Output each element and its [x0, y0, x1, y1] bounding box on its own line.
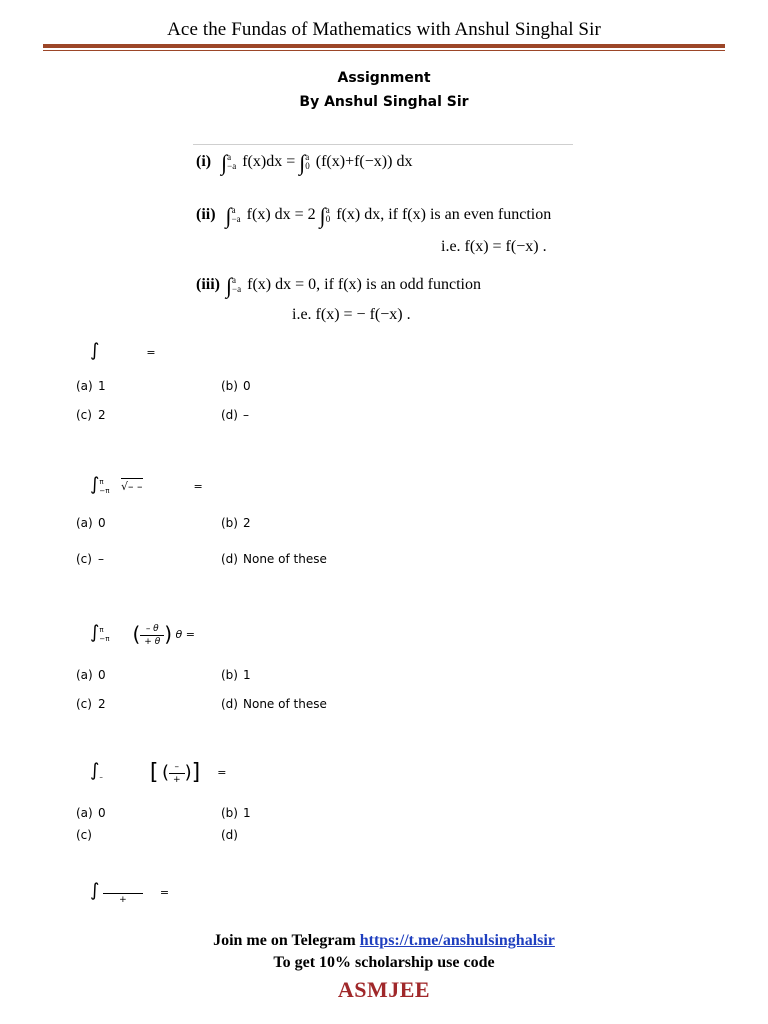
integral-limits: –	[99, 773, 103, 781]
property-eq: =	[286, 153, 296, 170]
option-d[interactable]: (d) None of these	[221, 697, 327, 711]
property-2	[196, 203, 551, 229]
integral-limits: a −a	[231, 205, 241, 224]
assignment-title: Assignment	[337, 70, 431, 86]
option-a[interactable]: (a) 1	[76, 379, 106, 393]
equals-sign: =	[193, 480, 203, 493]
option-c[interactable]: (c) 2	[76, 408, 106, 422]
option-c[interactable]: (c)	[76, 828, 92, 842]
question-3-expression	[90, 622, 195, 648]
left-paren: (	[161, 762, 170, 783]
option-c[interactable]: (c) 2	[76, 697, 106, 711]
telegram-link[interactable]: https://t.me/anshulsinghalsir	[359, 932, 555, 949]
property-lhs: f(x) dx = 0, if f(x) is an odd function	[247, 276, 481, 293]
right-paren: )	[184, 762, 192, 783]
integral-limits: a 0	[305, 152, 310, 171]
left-bracket: [	[149, 760, 159, 785]
property-label: (ii)	[196, 206, 216, 223]
integral-limits: a −a	[227, 152, 237, 171]
scholarship-text: To get 10% scholarship use code	[273, 954, 495, 971]
coupon-code: ASMJEE	[337, 977, 431, 1002]
integral-sign: ∫	[90, 880, 100, 901]
option-d[interactable]: (d)	[221, 828, 238, 842]
option-a[interactable]: (a) 0	[76, 806, 106, 820]
option-b[interactable]: (b) 2	[221, 516, 251, 530]
equals-sign: =	[146, 346, 156, 359]
option-b[interactable]: (b) 1	[221, 668, 251, 682]
right-paren: )	[164, 622, 173, 646]
integral-limits: π −π	[99, 626, 110, 643]
option-d[interactable]: (d) –	[221, 408, 249, 422]
property-label: (iii)	[196, 276, 220, 293]
integral-sign: ∫	[90, 760, 100, 781]
property-lhs: f(x)dx	[242, 153, 283, 170]
property-2-note: i.e. f(x) = f(−x) .	[441, 238, 547, 255]
header-rule	[43, 44, 725, 48]
property-1	[196, 150, 412, 176]
differential: θ =	[175, 628, 195, 641]
option-a[interactable]: (a) 0	[76, 516, 106, 530]
integral-sign: ∫	[226, 273, 233, 298]
fraction: – +	[169, 761, 185, 786]
property-label: (i)	[196, 153, 212, 170]
property-rhs: (f(x)+f(−x)) dx	[315, 153, 413, 170]
equals-sign: =	[159, 886, 170, 899]
left-paren: (	[132, 622, 141, 646]
assignment-author: By Anshul Singhal Sir	[299, 94, 469, 110]
property-lhs: f(x) dx = 2	[246, 206, 316, 223]
integral-sign: ∫	[299, 150, 306, 175]
question-4-expression	[90, 760, 226, 786]
option-b[interactable]: (b) 1	[221, 806, 251, 820]
question-5-expression	[90, 880, 169, 906]
telegram-line	[0, 932, 768, 950]
telegram-prefix: Join me on Telegram	[213, 932, 360, 949]
integral-sign: ∫	[90, 622, 100, 643]
page-header-title: Ace the Fundas of Mathematics with Anshul Singhal Sir	[167, 19, 601, 40]
property-3-note: i.e. f(x) = − f(−x) .	[292, 306, 411, 323]
integral-limits: π −π	[99, 478, 110, 495]
question-2-expression	[90, 474, 203, 496]
option-b[interactable]: (b) 0	[221, 379, 251, 393]
integral-limits: a −a	[232, 275, 242, 294]
option-a[interactable]: (a) 0	[76, 668, 106, 682]
integral-limits: a 0	[325, 205, 331, 224]
question-1-expression	[90, 340, 156, 361]
option-d[interactable]: (d) None of these	[221, 552, 327, 566]
square-root: √– –	[120, 480, 143, 493]
property-3	[196, 273, 481, 299]
property-rhs: f(x) dx, if f(x) is an even function	[336, 206, 552, 223]
header-rule-thin	[43, 50, 725, 51]
equals-sign: =	[217, 766, 227, 779]
option-c[interactable]: (c) –	[76, 552, 104, 566]
fraction: $\frac{- \theta}{+ \theta}$	[140, 623, 164, 648]
integral-sign: ∫	[221, 150, 228, 175]
fraction: +	[103, 882, 143, 906]
properties-divider	[193, 144, 573, 145]
integral-sign: ∫	[90, 340, 100, 361]
integral-sign: ∫	[319, 203, 326, 228]
integral-sign: ∫	[90, 474, 100, 495]
integral-sign: ∫	[225, 203, 232, 228]
right-bracket: ]	[191, 760, 201, 785]
